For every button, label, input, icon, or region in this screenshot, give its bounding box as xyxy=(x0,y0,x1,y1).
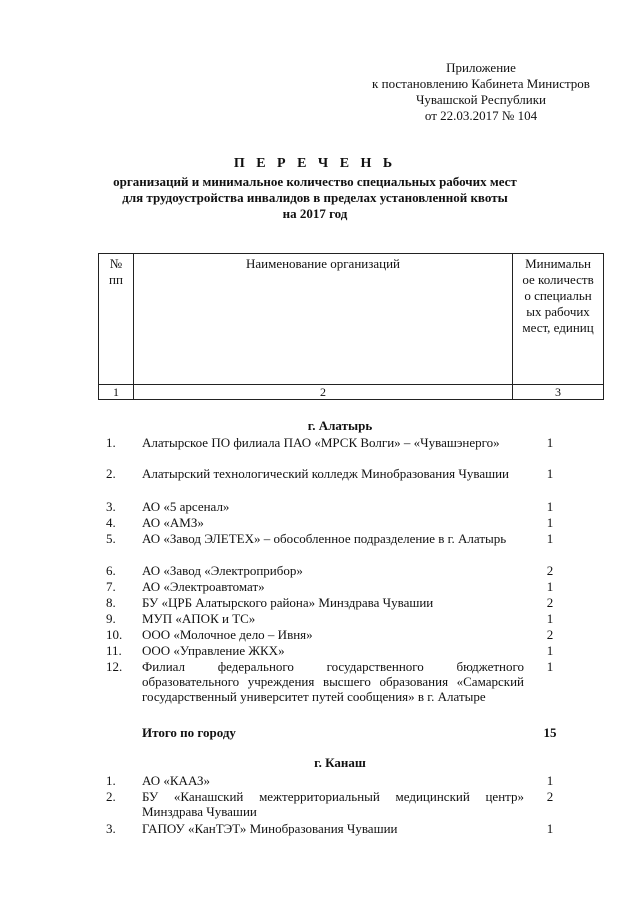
document-subtitle-3: на 2017 год xyxy=(282,206,348,221)
list-item: 5. АО «Завод ЭЛЕТЕХ» – обособленное подразделение в г. Алатырь 1 xyxy=(106,531,554,546)
table-header xyxy=(98,253,604,400)
annex-block xyxy=(340,60,622,124)
annex-reference: к постановлению Кабинета Министров xyxy=(372,76,590,91)
header-col-number: № пп xyxy=(99,254,134,385)
section-city: г. Канаш xyxy=(314,755,366,770)
document-heading xyxy=(100,156,530,222)
header-num-2: 2 xyxy=(133,385,512,400)
header-num-1: 1 xyxy=(99,385,134,400)
list-item: 1. Алатырское ПО филиала ПАО «МРСК Волги» – «Чувашэнерго» 1 xyxy=(106,435,554,450)
section-city: г. Алатырь xyxy=(307,418,373,433)
document-subtitle-1: организаций и минимальное количество специальных рабочих мест xyxy=(113,174,517,189)
list-item: 2. Алатырский технологический колледж Минобразования Чувашии 1 xyxy=(106,466,554,481)
list-item: 2. БУ «Канашский межтерриториальный медицинский центр» Минздрава Чувашии 2 xyxy=(106,789,554,819)
list-item: 12. Филиал федерального государственного бюджетного образовательного учреждения высшего образования «Самарский государственный университет путей сообщения» в г. Алатыре 1 xyxy=(106,659,554,704)
annex-title: Приложение xyxy=(446,60,516,75)
document-title: П Е Р Е Ч Е Н Ь xyxy=(233,156,397,171)
annex-date: от 22.03.2017 № 104 xyxy=(424,108,538,123)
annex-republic: Чувашской Республики xyxy=(415,92,547,107)
header-num-3: 3 xyxy=(513,385,604,400)
total-label: Итого по городу xyxy=(142,725,236,740)
header-col-quantity: Минимальное количество специальных рабочих мест, единиц xyxy=(513,254,604,385)
header-col-name: Наименование организаций xyxy=(133,254,512,385)
document-subtitle-2: для трудоустройства инвалидов в пределах установленной квоты xyxy=(122,190,508,205)
total-value: 15 xyxy=(543,725,557,740)
